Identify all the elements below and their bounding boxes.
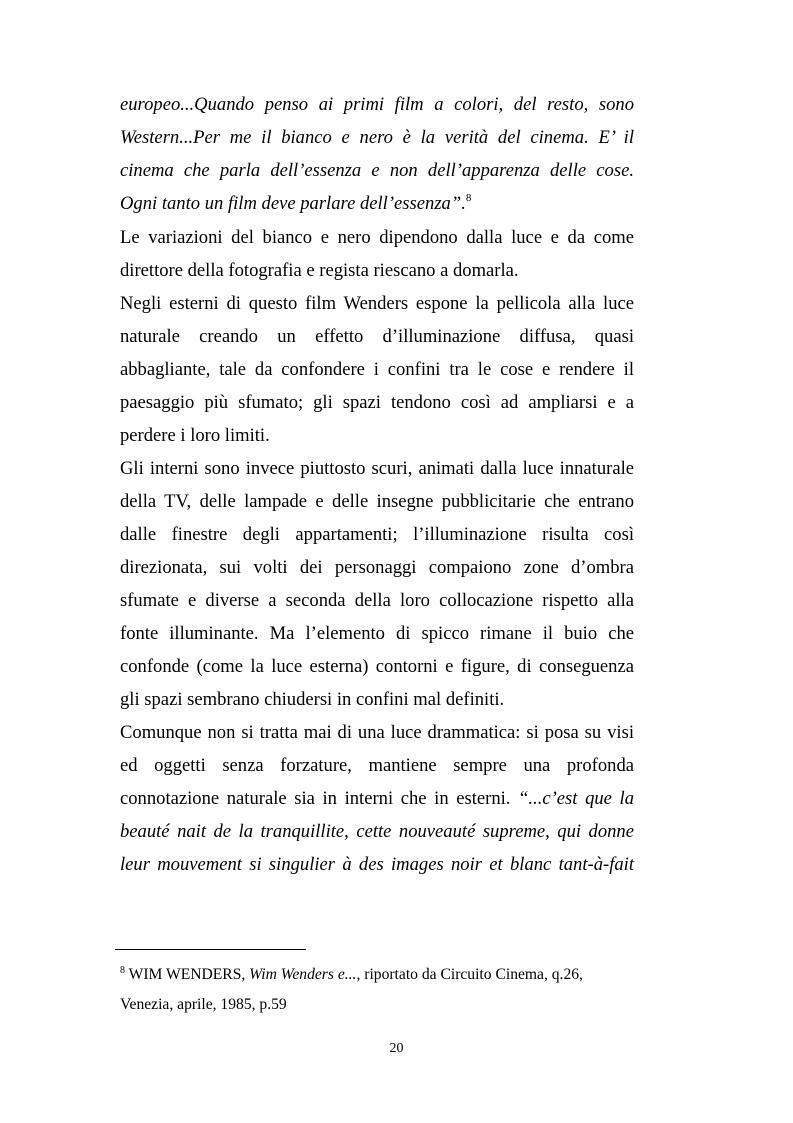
body-line-5: Le variazioni del bianco e nero dipendono dalla luce e da come (120, 227, 634, 248)
body-line-16: sfumate e diverse a seconda della loro collocazione rispetto alla (120, 590, 634, 611)
body-line-13: della TV, delle lampade e delle insegne pubblicitarie che entrano (120, 491, 634, 512)
footnote-line-2: Venezia, aprile, 1985, p.59 (120, 996, 287, 1013)
body-line-2: Western...Per me il bianco e nero è la verità del cinema. E’ il (120, 127, 634, 148)
body-line-23: beauté nait de la tranquillite, cette nouveauté supreme, qui donne (120, 821, 634, 842)
body-line-18: confonde (come la luce esterna) contorni e figure, di conseguenza (120, 656, 634, 677)
body-line-15: direzionata, sui volti dei personaggi compaiono zone d’ombra (120, 557, 634, 578)
body-line-19: gli spazi sembrano chiudersi in confini mal definiti. (120, 689, 505, 710)
body-line-4 (120, 192, 634, 216)
page-number: 20 (389, 1041, 404, 1056)
body-line-22 (120, 787, 634, 811)
quote-end-text: Ogni tanto un film deve parlare dell’essenza”. (120, 193, 466, 214)
body-line-6: direttore della fotografia e regista riescano a domarla. (120, 260, 519, 281)
footnote-separator (115, 949, 306, 950)
plain-text-segment: connotazione naturale sia in interni che in esterni. (120, 788, 519, 809)
body-line-14: dalle finestre degli appartamenti; l’illuminazione risulta così (120, 524, 634, 545)
body-line-10: paesaggio più sfumato; gli spazi tendono così ad ampliarsi e a (120, 392, 634, 413)
footnote-ref-8: 8 (465, 192, 472, 204)
footnote-citation: , riportato da Circuito Cinema, q.26, (356, 966, 583, 983)
body-line-17: fonte illuminante. Ma l’elemento di spicco rimane il buio che (120, 623, 634, 644)
body-line-11: perdere i loro limiti. (120, 425, 270, 446)
body-line-12: Gli interni sono invece piuttosto scuri, animati dalla luce innaturale (120, 458, 634, 479)
body-line-21: ed oggetti senza forzature, mantiene sempre una profonda (120, 755, 634, 776)
quote-start-text: “...c’est que la (518, 788, 634, 809)
footnote-work-title: Wim Wenders e... (249, 966, 357, 983)
body-line-20: Comunque non si tratta mai di una luce drammatica: si posa su visi (120, 722, 634, 743)
body-line-8: naturale creando un effetto d’illuminazione diffusa, quasi (120, 326, 634, 347)
body-line-9: abbagliante, tale da confondere i confini tra le cose e rendere il (120, 359, 634, 380)
body-line-24: leur mouvement si singulier à des images noir et blanc tant-à-fait (120, 854, 634, 875)
footnote-line-1 (120, 965, 583, 985)
body-line-3: cinema che parla dell’essenza e non dell’apparenza delle cose. (120, 160, 634, 181)
body-line-1: europeo...Quando penso ai primi film a colori, del resto, sono (120, 94, 634, 115)
body-line-7: Negli esterni di questo film Wenders espone la pellicola alla luce (120, 293, 634, 314)
footnote-number: 8 (120, 965, 125, 976)
footnote-author: WIM WENDERS, (125, 966, 250, 983)
